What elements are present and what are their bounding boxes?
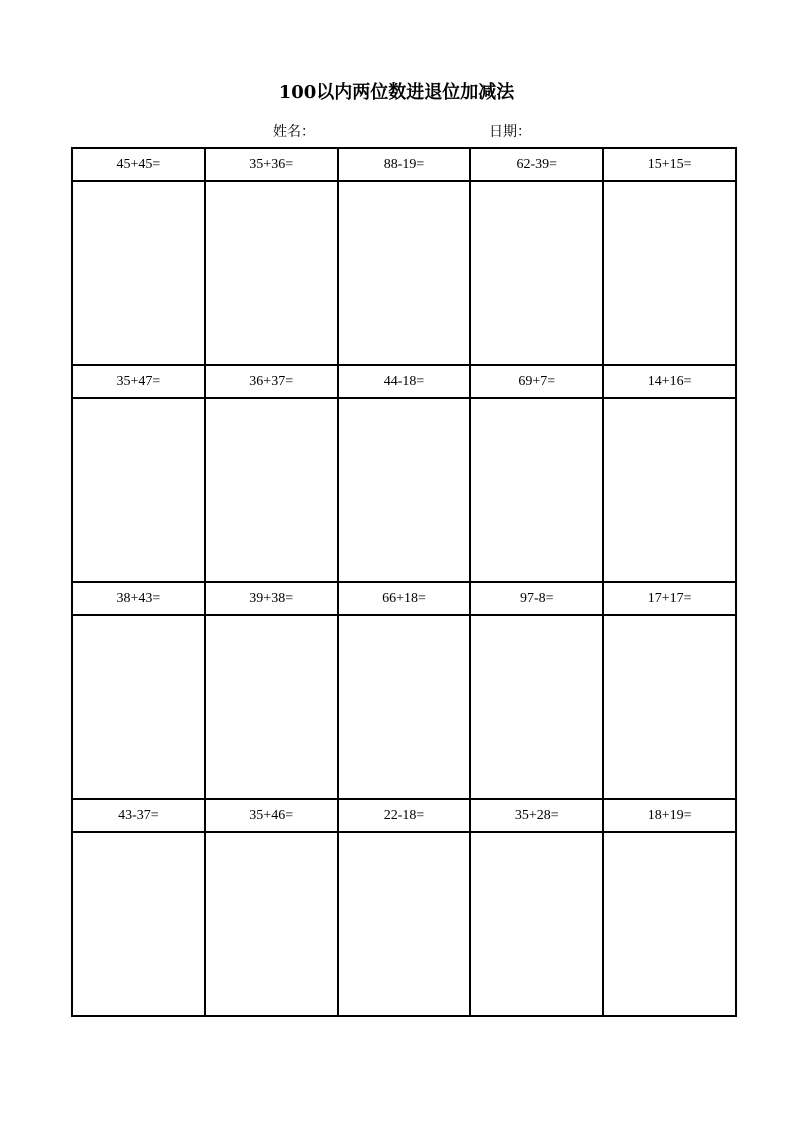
problem-cell: 35+46= [205,799,338,832]
problem-row [72,799,736,832]
problem-cell: 69+7= [470,365,603,398]
name-label: 姓名： [273,124,315,140]
work-space-cell[interactable] [205,615,338,799]
problem-cell: 22-18= [338,799,471,832]
work-row [72,398,736,582]
problem-cell: 35+28= [470,799,603,832]
work-space-cell[interactable] [603,615,736,799]
work-space-cell[interactable] [72,181,205,365]
problem-cell: 15+15= [603,148,736,181]
worksheet-title: 100以内两位数进退位加减法 [278,82,515,103]
problem-cell: 44-18= [338,365,471,398]
work-space-cell[interactable] [338,181,471,365]
problem-cell: 66+18= [338,582,471,615]
work-space-cell[interactable] [470,832,603,1016]
problem-cell: 45+45= [72,148,205,181]
work-row [72,832,736,1016]
work-row [72,615,736,799]
problem-cell: 38+43= [72,582,205,615]
problem-cell: 43-37= [72,799,205,832]
work-space-cell[interactable] [338,615,471,799]
problem-row [72,582,736,615]
work-space-cell[interactable] [205,398,338,582]
problem-cell: 39+38= [205,582,338,615]
problem-cell: 88-19= [338,148,471,181]
work-space-cell[interactable] [205,181,338,365]
problem-row [72,365,736,398]
work-space-cell[interactable] [72,398,205,582]
problem-cell: 18+19= [603,799,736,832]
date-label: 日期： [489,124,531,140]
work-space-cell[interactable] [603,832,736,1016]
problem-cell: 35+47= [72,365,205,398]
problem-cell: 62-39= [470,148,603,181]
work-space-cell[interactable] [470,398,603,582]
work-row [72,181,736,365]
work-space-cell[interactable] [72,832,205,1016]
work-space-cell[interactable] [603,181,736,365]
work-space-cell[interactable] [470,615,603,799]
problem-cell: 36+37= [205,365,338,398]
problem-row [72,148,736,181]
problem-grid [71,147,737,1017]
problem-cell: 97-8= [470,582,603,615]
work-space-cell[interactable] [470,181,603,365]
work-space-cell[interactable] [205,832,338,1016]
work-space-cell[interactable] [338,832,471,1016]
problem-cell: 14+16= [603,365,736,398]
problem-cell: 35+36= [205,148,338,181]
work-space-cell[interactable] [72,615,205,799]
problem-cell: 17+17= [603,582,736,615]
work-space-cell[interactable] [603,398,736,582]
work-space-cell[interactable] [338,398,471,582]
